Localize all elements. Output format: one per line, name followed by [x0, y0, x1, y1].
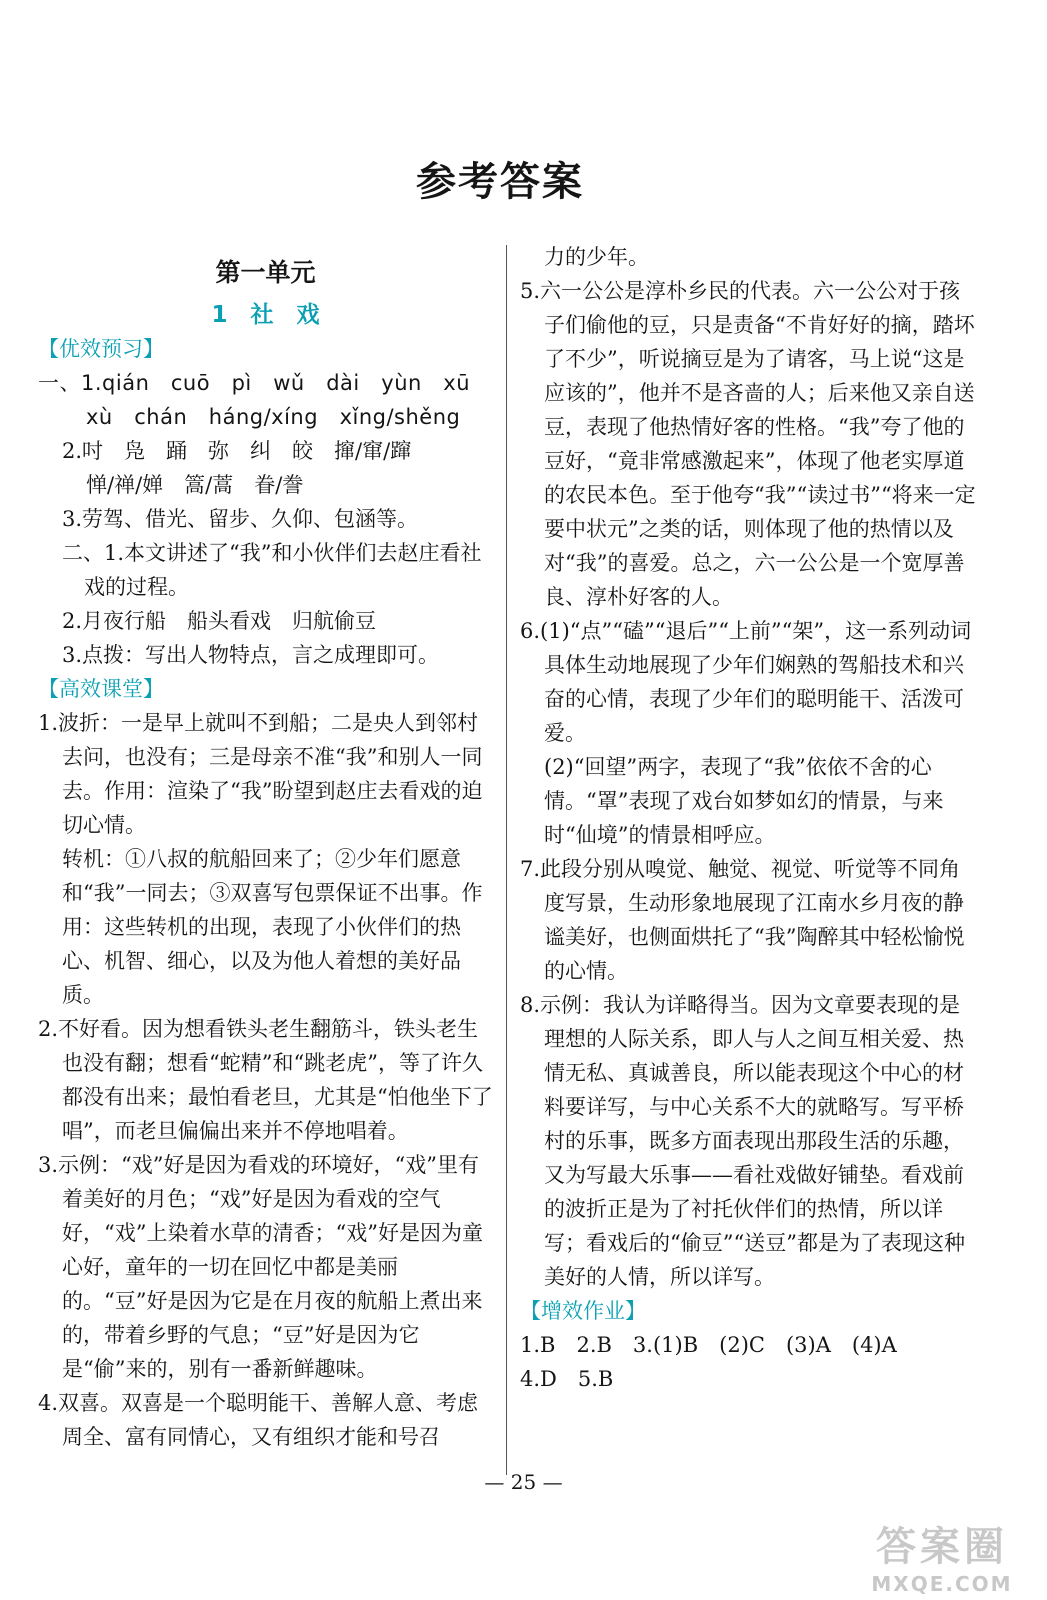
answer-line: 2.不好看。因为想看铁头老生翻筋斗，铁头老生也没有翻；想看“蛇精”和“跳老虎”，等了许久都没有出来；最怕看老旦，尤其是“怕他坐下了唱”，而老旦偏偏出来并不停地唱着。	[38, 1017, 493, 1143]
answer-line: 8.示例：我认为详略得当。因为文章要表现的是理想的人际关系，即人与人之间互相关爱、热情无私、真诚善良，所以能表现这个中心的材料要详写，与中心关系不大的就略写。写平桥村的乐事，既多方面表现出那段生活的乐趣，又为写最大乐事——看社戏做好铺垫。看戏前的波折正是为了衬托伙伴们的热情，所以详写；看戏后的“偷豆”“送豆”都是为了表现这种美好的人情，所以详写。	[520, 993, 965, 1289]
section-classroom: 【高效课堂】	[38, 677, 164, 701]
answer-line: 7.此段分别从嗅觉、触觉、视觉、听觉等不同角度写景，生动形象地展现了江南水乡月夜的静谧美好，也侧面烘托了“我”陶醉其中轻松愉悦的心情。	[520, 857, 965, 983]
answer-line: 二、1.本文讲述了“我”和小伙伴们去赵庄看社戏的过程。	[62, 541, 482, 599]
answer-line: 力的少年。	[544, 245, 649, 269]
page-title: 参考答案	[416, 159, 584, 205]
answer-line: 6.(1)“点”“磕”“退后”“上前”“架”，这一系列动词具体生动地展现了少年们娴熟的驾船技术和兴奋的心情，表现了少年们的聪明能干、活泼可爱。	[520, 619, 972, 745]
answer-line: 一、1.qián cuō pì wǔ dài yùn xū	[38, 371, 471, 395]
answer-line: 1.波折：一是早上就叫不到船；二是央人到邻村去问，也没有；三是母亲不准“我”和别人一同去。作用：渲染了“我”盼望到赵庄去看戏的迫切心情。	[38, 711, 483, 837]
watermark-logo	[857, 1515, 1027, 1596]
lesson-title: 1 社 戏	[211, 302, 320, 328]
watermark-url: MXQE.COM	[871, 1572, 1013, 1596]
answer-line: 转机：①八叔的航船回来了；②少年们愿意和“我”一同去；③双喜写包票保证不出事。作用：这些转机的出现，表现了小伙伴们的热心、机智、细心，以及为他人着想的美好品质。	[62, 847, 483, 1007]
right-column	[520, 240, 980, 1396]
answer-line: 3.劳驾、借光、留步、久仰、包涵等。	[62, 507, 419, 531]
left-column	[38, 240, 493, 1454]
answer-line: (2)“回望”两字，表现了“我”依依不舍的心情。“罩”表现了戏台如梦如幻的情景，与来时“仙境”的情景相呼应。	[544, 755, 944, 847]
answer-line: 1.B 2.B 3.(1)B (2)C (3)A (4)A	[520, 1333, 897, 1357]
column-divider	[506, 245, 507, 1475]
answer-line: xù chán háng/xíng xǐng/shěng	[86, 405, 461, 429]
answer-line: 3.示例：“戏”好是因为看戏的环境好，“戏”里有着美好的月色；“戏”好是因为看戏的空气好，“戏”上染着水草的清香；“戏”好是因为童心好，童年的一切在回忆中都是美丽的。“豆”好是因为它是在月夜的航船上煮出来的，带着乡野的气息；“豆”好是因为它是“偷”来的，别有一番新鲜趣味。	[38, 1153, 483, 1381]
answer-line: 2.吋 凫 踊 弥 纠 皎 撺/窜/蹿	[62, 439, 412, 463]
answer-line: 2.月夜行船 船头看戏 归航偷豆	[62, 609, 377, 633]
section-homework: 【增效作业】	[520, 1299, 646, 1323]
section-preview: 【优效预习】	[38, 337, 164, 361]
answer-line: 4.双喜。双喜是一个聪明能干、善解人意、考虑周全、富有同情心，又有组织才能和号召	[38, 1391, 479, 1449]
answer-line: 3.点拨：写出人物特点，言之成理即可。	[62, 643, 440, 667]
page-number: — 25 —	[484, 1470, 563, 1494]
answer-line: 惮/禅/婵 篙/蒿 眷/誊	[86, 473, 304, 497]
answer-line: 4.D 5.B	[520, 1367, 614, 1391]
answer-line: 5.六一公公是淳朴乡民的代表。六一公公对于孩子们偷他的豆，只是责备“不肯好好的摘，踏坏了不少”，听说摘豆是为了请客，马上说“这是应该的”，他并不是吝啬的人；后来他又亲自送豆，表现了他热情好客的性格。“我”夸了他的豆好，“竟非常感激起来”，体现了他老实厚道的农民本色。至于他夸“我”“读过书”“将来一定要中状元”之类的话，则体现了他的热情以及对“我”的喜爱。总之，六一公公是一个宽厚善良、淳朴好客的人。	[520, 279, 976, 609]
unit-title: 第一单元	[215, 258, 316, 287]
watermark-text: 答案圈	[876, 1524, 1008, 1570]
